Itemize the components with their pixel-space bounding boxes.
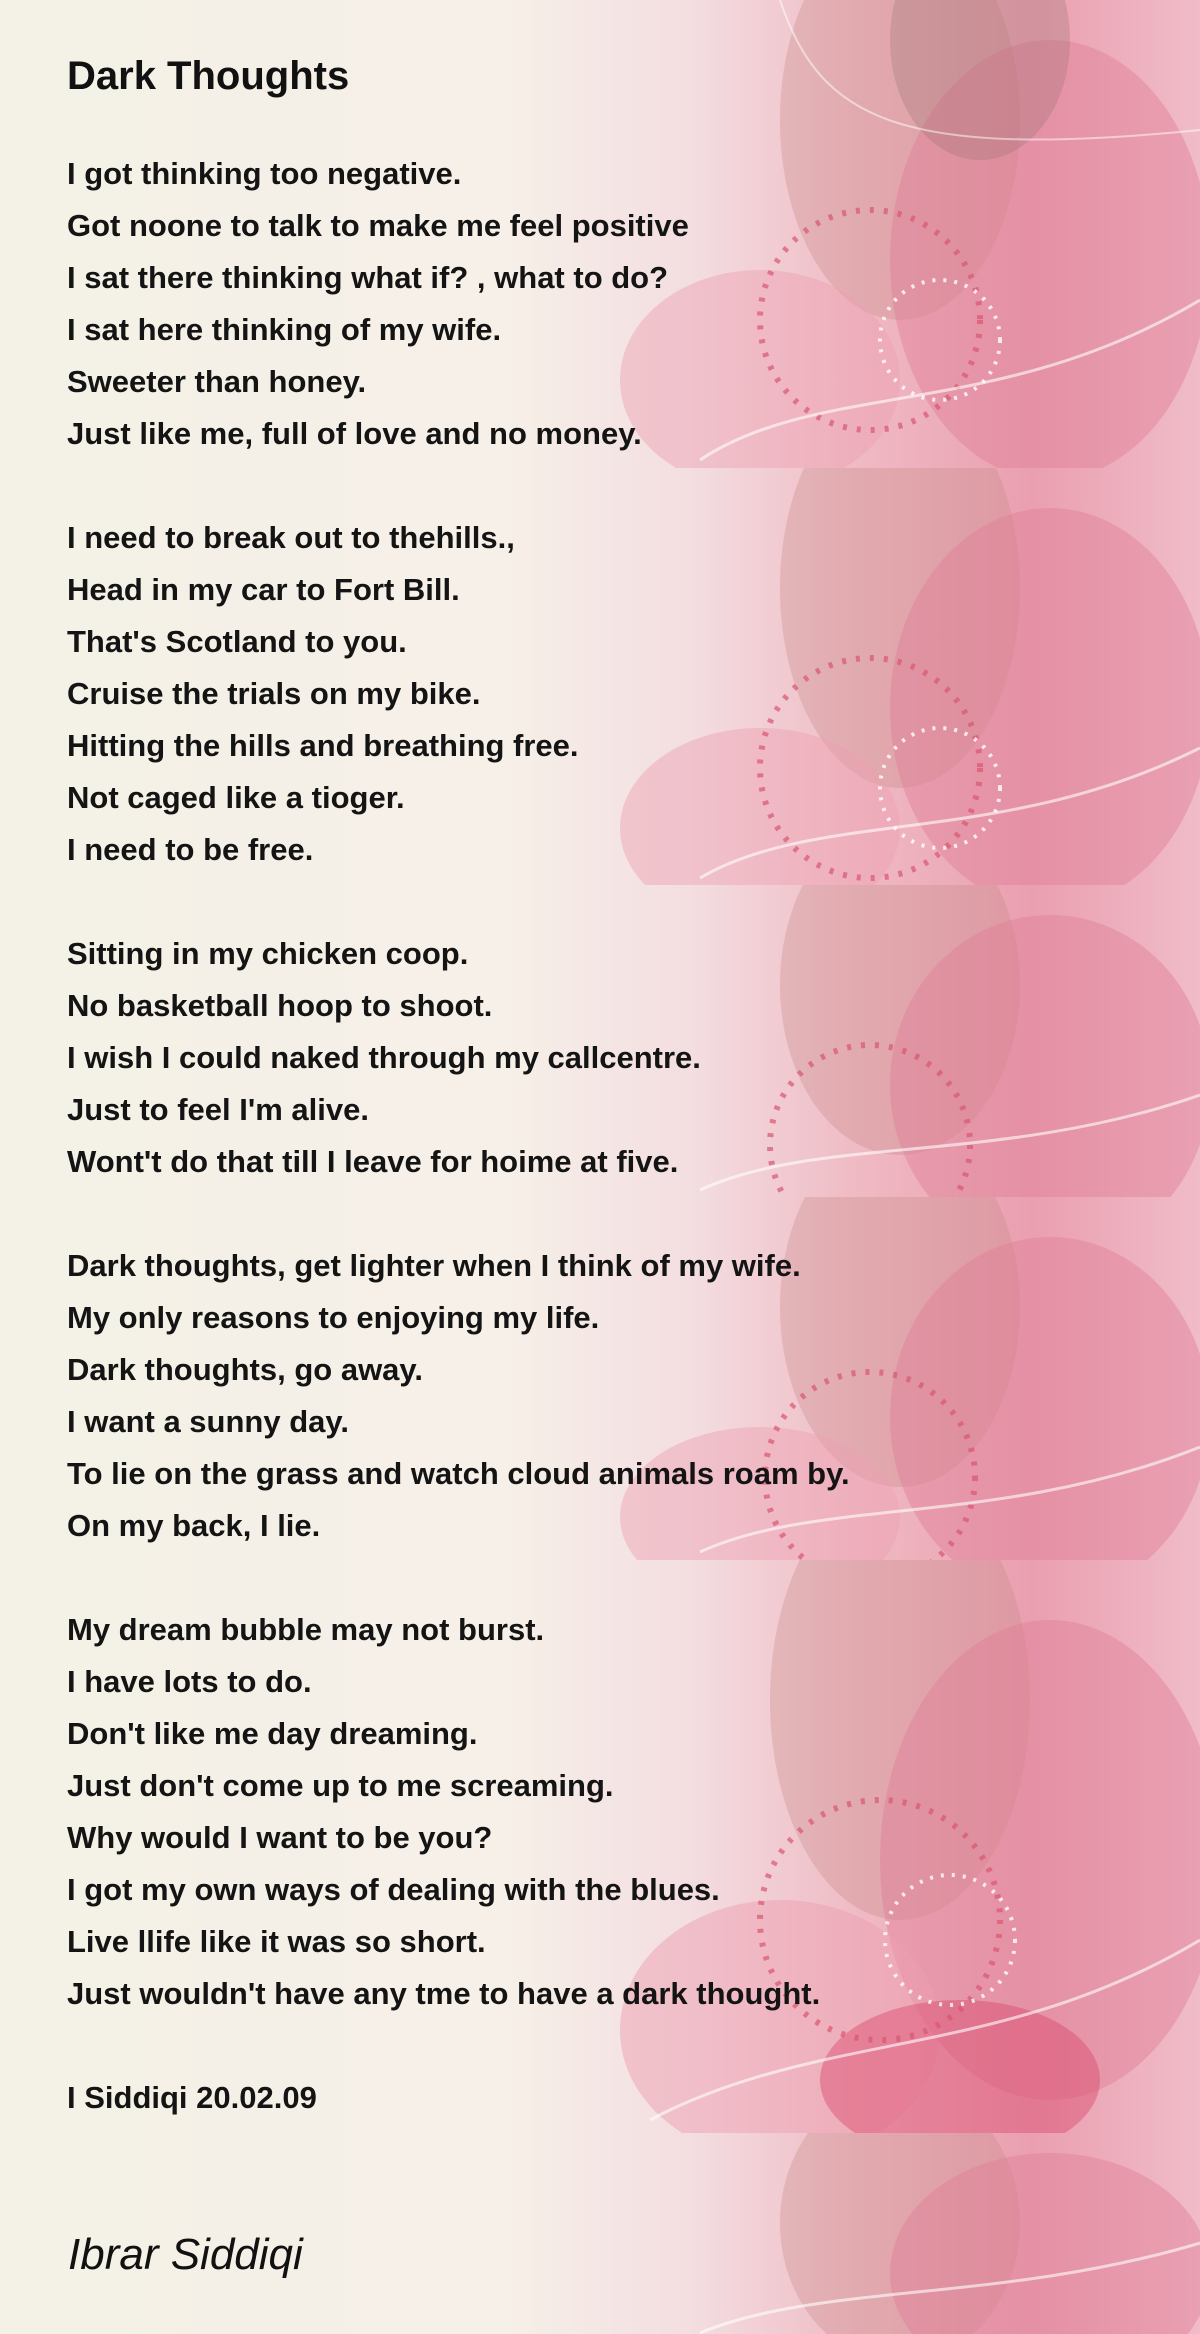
stanza-gap bbox=[67, 2020, 967, 2072]
poem-date-line: I Siddiqi 20.02.09 bbox=[67, 2080, 317, 2115]
stanza-gap bbox=[67, 1552, 967, 1604]
stanza bbox=[67, 1604, 967, 2020]
poem-line: Just like me, full of love and no money. bbox=[67, 416, 642, 451]
poem-line: Got noone to talk to make me feel positive bbox=[67, 208, 689, 243]
poem-line: I sat here thinking of my wife. bbox=[67, 312, 502, 347]
poem-line: Just wouldn't have any tme to have a dark thought. bbox=[67, 1976, 821, 2011]
poem-line: No basketball hoop to shoot. bbox=[67, 988, 493, 1023]
stanza bbox=[67, 512, 967, 876]
poem-line: Sweeter than honey. bbox=[67, 364, 367, 399]
poem-line: Dark thoughts, go away. bbox=[67, 1352, 423, 1387]
poem-line: On my back, I lie. bbox=[67, 1508, 321, 1543]
poem-line: Head in my car to Fort Bill. bbox=[67, 572, 460, 607]
poem-line: I got my own ways of dealing with the blues. bbox=[67, 1872, 720, 1907]
poem-body bbox=[67, 148, 967, 2124]
poem-line: I want a sunny day. bbox=[67, 1404, 349, 1439]
poem-line: I got thinking too negative. bbox=[67, 156, 462, 191]
poem-line: Just to feel I'm alive. bbox=[67, 1092, 369, 1127]
author-name: Ibrar Siddiqi bbox=[68, 2230, 303, 2279]
poem-line: Hitting the hills and breathing free. bbox=[67, 728, 579, 763]
poem-line: Sitting in my chicken coop. bbox=[67, 936, 469, 971]
poem-line: I sat there thinking what if? , what to do? bbox=[67, 260, 669, 295]
stanza bbox=[67, 1240, 967, 1552]
poem-line: I need to break out to thehills., bbox=[67, 520, 515, 555]
poem-line: I have lots to do. bbox=[67, 1664, 312, 1699]
poem-line: I need to be free. bbox=[67, 832, 314, 867]
poem-line: My dream bubble may not burst. bbox=[67, 1612, 545, 1647]
stanza bbox=[67, 928, 967, 1188]
stanza-gap bbox=[67, 460, 967, 512]
poem-line: Why would I want to be you? bbox=[67, 1820, 493, 1855]
stanza-gap bbox=[67, 1188, 967, 1240]
poem-line: Cruise the trials on my bike. bbox=[67, 676, 481, 711]
poem-line: That's Scotland to you. bbox=[67, 624, 407, 659]
poem-line: Wont't do that till I leave for hoime at five. bbox=[67, 1144, 679, 1179]
poem-line: To lie on the grass and watch cloud animals roam by. bbox=[67, 1456, 850, 1491]
poem-line: My only reasons to enjoying my life. bbox=[67, 1300, 600, 1335]
stanza bbox=[67, 148, 967, 460]
poem-line: Live llife like it was so short. bbox=[67, 1924, 486, 1959]
poem-line: Not caged like a tioger. bbox=[67, 780, 405, 815]
poem-line: Don't like me day dreaming. bbox=[67, 1716, 478, 1751]
poem-line: Just don't come up to me screaming. bbox=[67, 1768, 614, 1803]
poem-line: I wish I could naked through my callcentre. bbox=[67, 1040, 701, 1075]
poem-line: Dark thoughts, get lighter when I think of my wife. bbox=[67, 1248, 801, 1283]
stanza-gap bbox=[67, 876, 967, 928]
poem-title: Dark Thoughts bbox=[67, 54, 350, 98]
